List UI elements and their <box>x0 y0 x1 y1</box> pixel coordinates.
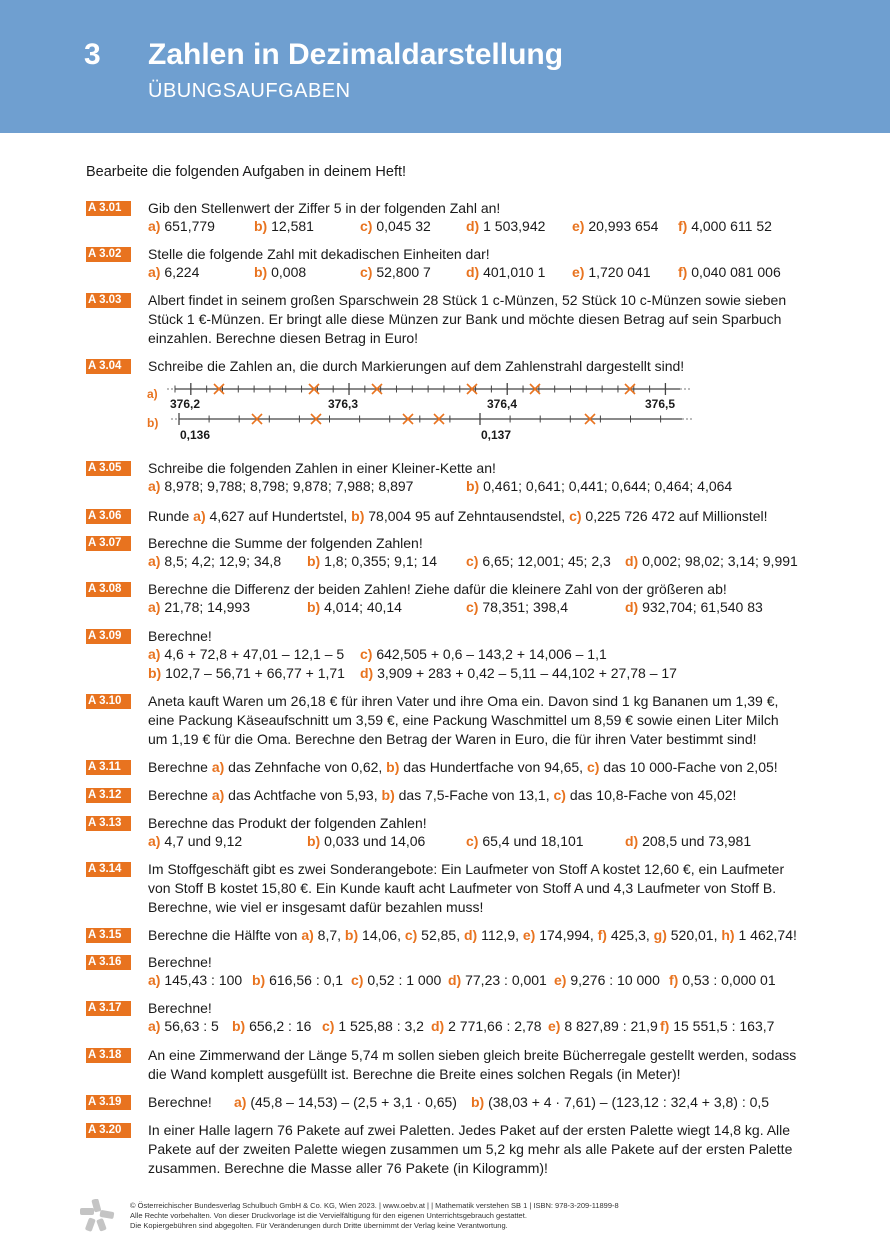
item-row <box>148 832 798 851</box>
task-line: eine Packung Käseaufschnitt um 3,59 €, eine Packung Waschmittel um 8,59 € sowie einen Liter Milch <box>148 712 779 728</box>
item-a: a) 56,63 : 5 <box>148 1018 219 1034</box>
item-b: b) 0,461; 0,641; 0,441; 0,644; 0,464; 4,064 <box>466 478 733 494</box>
item-b: b) 12,581 <box>254 218 314 234</box>
item-row <box>148 1017 798 1036</box>
item-row <box>148 477 798 496</box>
task-line: Im Stoffgeschäft gibt es zwei Sonderangebote: Ein Laufmeter von Stoff A kostet 12,60 €, ein Laufmeter <box>148 861 785 877</box>
item-d: d) 3,909 + 283 + 0,42 – 5,11 – 44,102 + 27,78 – 17 <box>360 665 677 681</box>
item-c: c) 65,4 und 18,101 <box>466 833 584 849</box>
item-d: d) 401,010 1 <box>466 264 546 280</box>
task-id: A 3.14 <box>86 862 131 877</box>
item-d: d) 0,002; 98,02; 3,14; 9,991 <box>625 553 798 569</box>
item-d: d) 77,23 : 0,001 <box>448 972 547 988</box>
item-row <box>148 598 798 617</box>
item-e: e) 20,993 654 <box>572 218 659 234</box>
item-c: c) 642,505 + 0,6 – 143,2 + 14,006 – 1,1 <box>360 646 607 662</box>
item-row <box>148 552 798 571</box>
task-id: A 3.20 <box>86 1123 131 1138</box>
item-f: f) 4,000 611 52 <box>678 218 772 234</box>
item-a: a) 8,978; 9,788; 8,798; 9,878; 7,988; 8,897 <box>148 478 414 494</box>
item-b: b) (38,03 + 4 · 7,61) – (123,12 : 32,4 + 3,8) : 0,5 <box>471 1094 770 1110</box>
task-id: A 3.06 <box>86 509 131 524</box>
item-a: a) 21,78; 14,993 <box>148 599 250 615</box>
task-text: Berechne das Produkt der folgenden Zahlen! <box>148 815 427 831</box>
task-id: A 3.04 <box>86 359 131 374</box>
item-row <box>148 971 798 990</box>
item-a: a) 145,43 : 100 <box>148 972 243 988</box>
task-line: Albert findet in seinem großen Sparschwein 28 Stück 1 c-Münzen, 52 Stück 10 c-Münzen sowie sieben <box>148 292 787 308</box>
task-id: A 3.05 <box>86 461 131 476</box>
item-c: c) 78,351; 398,4 <box>466 599 568 615</box>
task-line: Pakete auf der zweiten Palette wiegen zusammen um 5,2 kg mehr als alle Pakete auf der ersten Palette <box>148 1141 793 1157</box>
task-text: Schreibe die folgenden Zahlen in einer Kleiner-Kette an! <box>148 460 496 476</box>
item-e: e) 1,720 041 <box>572 264 651 280</box>
task-text: Stelle die folgende Zahl mit dekadischen Einheiten dar! <box>148 246 490 262</box>
item-c: c) 1 525,88 : 3,2 <box>322 1018 424 1034</box>
item-b: b) 656,2 : 16 <box>232 1018 312 1034</box>
item-e: e) 9,276 : 10 000 <box>554 972 660 988</box>
chapter-number: 3 <box>84 38 101 71</box>
tick-label: 0,136 <box>180 428 211 442</box>
number-lines <box>146 378 706 458</box>
task-line: einzahlen. Berechne diesen Betrag in Euro! <box>148 330 419 346</box>
item-b: b) 1,8; 0,355; 9,1; 14 <box>307 553 437 569</box>
task-text: Berechne! <box>148 954 212 970</box>
item-d: d) 208,5 und 73,981 <box>625 833 752 849</box>
task-id: A 3.16 <box>86 955 131 970</box>
task-line: zusammen. Berechne die Masse aller 76 Pakete (in Kilogramm)! <box>148 1160 548 1176</box>
tick-label: 376,4 <box>487 397 518 411</box>
task-text: Gib den Stellenwert der Ziffer 5 in der folgenden Zahl an! <box>148 200 501 216</box>
item-row <box>148 645 798 664</box>
task-line: von Stoff B kostet 15,80 €. Ein Kunde kauft acht Laufmeter von Stoff A und 4,3 Laufmeter von Stoff B. <box>148 880 777 896</box>
item-b: b) 102,7 – 56,71 + 66,77 + 1,71 <box>148 665 345 681</box>
footer <box>130 1201 619 1231</box>
item-f: f) 0,53 : 0,000 01 <box>669 972 776 988</box>
item-e: e) 8 827,89 : 21,9 <box>548 1018 658 1034</box>
task-id: A 3.07 <box>86 536 131 551</box>
item-a: a) 4,6 + 72,8 + 47,01 – 12,1 – 5 <box>148 646 345 662</box>
footer-line: Die Kopiergebühren sind abgegolten. Für Veränderungen durch Dritte übernimmt der Verlag keine Verantwortung. <box>130 1221 508 1230</box>
item-a: a) (45,8 – 14,53) – (2,5 + 3,1 · 0,65) <box>234 1094 457 1110</box>
number-line-a <box>167 383 690 395</box>
item-c: c) 6,65; 12,001; 45; 2,3 <box>466 553 611 569</box>
task-line: An eine Zimmerwand der Länge 5,74 m sollen sieben gleich breite Bücherregale gestellt werden, sodass <box>148 1047 797 1063</box>
item-row <box>148 217 798 236</box>
item-b: b) 616,56 : 0,1 <box>252 972 344 988</box>
task-id: A 3.15 <box>86 928 131 943</box>
chapter-subtitle: ÜBUNGSAUFGABEN <box>148 80 351 102</box>
item-d: d) 1 503,942 <box>466 218 546 234</box>
item-f: f) 0,040 081 006 <box>678 264 781 280</box>
task-text: Berechne a) das Achtfache von 5,93, b) das 7,5-Fache von 13,1, c) das 10,8-Fache von 45,02! <box>148 787 737 803</box>
task-id: A 3.01 <box>86 201 131 216</box>
item-a: a) 651,779 <box>148 218 215 234</box>
tick-label: 0,137 <box>481 428 512 442</box>
task-text: Berechne die Differenz der beiden Zahlen! Ziehe dafür die kleinere Zahl von der größeren ab! <box>148 581 727 597</box>
task-text: Berechne! <box>148 1094 212 1110</box>
task-id: A 3.02 <box>86 247 131 262</box>
footer-line: © Österreichischer Bundesverlag Schulbuch GmbH & Co. KG, Wien 2023. | www.oebv.at | | Mathematik verstehen SB 1 | ISBN: 978-3-209-11899-8 <box>130 1201 619 1210</box>
item-row <box>148 664 798 683</box>
tick-label: 376,2 <box>170 397 201 411</box>
task-line: In einer Halle lagern 76 Pakete auf zwei Paletten. Jedes Paket auf der ersten Palette wiegt 14,8 kg. Alle <box>148 1122 791 1138</box>
task-line: um 1,19 € für die Oma. Berechne den Betrag der Waren in Euro, die für ihren Vater bestimmt sind! <box>148 731 757 747</box>
item-a: a) 4,7 und 9,12 <box>148 833 243 849</box>
task-id: A 3.09 <box>86 629 131 644</box>
item-c: c) 0,52 : 1 000 <box>351 972 442 988</box>
item-c: c) 0,045 32 <box>360 218 431 234</box>
task-text: Berechne die Summe der folgenden Zahlen! <box>148 535 423 551</box>
tick-label: 376,3 <box>328 397 359 411</box>
chapter-title: Zahlen in Dezimaldarstellung <box>148 38 564 71</box>
task-text: Runde a) 4,627 auf Hundertstel, b) 78,004 95 auf Zehntausendstel, c) 0,225 726 472 auf Millionstel! <box>148 508 768 524</box>
task-id: A 3.03 <box>86 293 131 308</box>
item-b: b) 4,014; 40,14 <box>307 599 402 615</box>
number-line-b-label: b) <box>147 416 159 430</box>
task-id: A 3.10 <box>86 694 131 709</box>
task-id: A 3.17 <box>86 1001 131 1016</box>
task-id: A 3.19 <box>86 1095 131 1110</box>
footer-line: Alle Rechte vorbehalten. Von dieser Druckvorlage ist die Vervielfältigung für den eigenen Unterrichtsgebrauch gestattet. <box>130 1211 527 1220</box>
item-d: d) 2 771,66 : 2,78 <box>431 1018 542 1034</box>
task-id: A 3.12 <box>86 788 131 803</box>
item-row <box>148 263 798 282</box>
item-b: b) 0,033 und 14,06 <box>307 833 426 849</box>
task-text: Berechne! <box>148 1000 212 1016</box>
tick-label: 376,5 <box>645 397 676 411</box>
task-text: Schreibe die Zahlen an, die durch Markierungen auf dem Zahlenstrahl dargestellt sind! <box>148 358 685 374</box>
task-text: Berechne! <box>148 628 212 644</box>
item-c: c) 52,800 7 <box>360 264 431 280</box>
task-id: A 3.08 <box>86 582 131 597</box>
intro-text: Bearbeite die folgenden Aufgaben in deinem Heft! <box>86 164 407 180</box>
item-a: a) 6,224 <box>148 264 200 280</box>
task-id: A 3.11 <box>86 760 131 775</box>
item-d: d) 932,704; 61,540 83 <box>625 599 763 615</box>
task-id: A 3.13 <box>86 816 131 831</box>
item-f: f) 15 551,5 : 163,7 <box>660 1018 775 1034</box>
task-text: Berechne a) das Zehnfache von 0,62, b) das Hundertfache von 94,65, c) das 10 000-Fache von 2,05! <box>148 759 778 775</box>
header-banner <box>0 0 890 133</box>
number-line-b <box>171 413 692 425</box>
task-text: Berechne die Hälfte von a) 8,7, b) 14,06, c) 52,85, d) 112,9, e) 174,994, f) 425,3, g) 520,01, h) 1 462,74! <box>148 927 797 943</box>
item-b: b) 0,008 <box>254 264 307 280</box>
task-id: A 3.18 <box>86 1048 131 1063</box>
item-a: a) 8,5; 4,2; 12,9; 34,8 <box>148 553 282 569</box>
task-line: Aneta kauft Waren um 26,18 € für ihren Vater und ihre Oma ein. Davon sind 1 kg Bananen um 1,39 €, <box>148 693 779 709</box>
task-line: die Wand komplett ausgefüllt ist. Berechne die Breite eines solchen Regals (in Meter)! <box>148 1066 681 1082</box>
number-line-a-label: a) <box>147 387 158 401</box>
task-line: Berechne, wie viel er insgesamt dafür bezahlen muss! <box>148 899 484 915</box>
publisher-logo-icon <box>80 1199 120 1233</box>
item-row <box>148 1093 798 1112</box>
task-line: Stück 1 €-Münzen. Er bringt alle diese Münzen zur Bank und möchte diesen Betrag auf sein Sparbuch <box>148 311 782 327</box>
